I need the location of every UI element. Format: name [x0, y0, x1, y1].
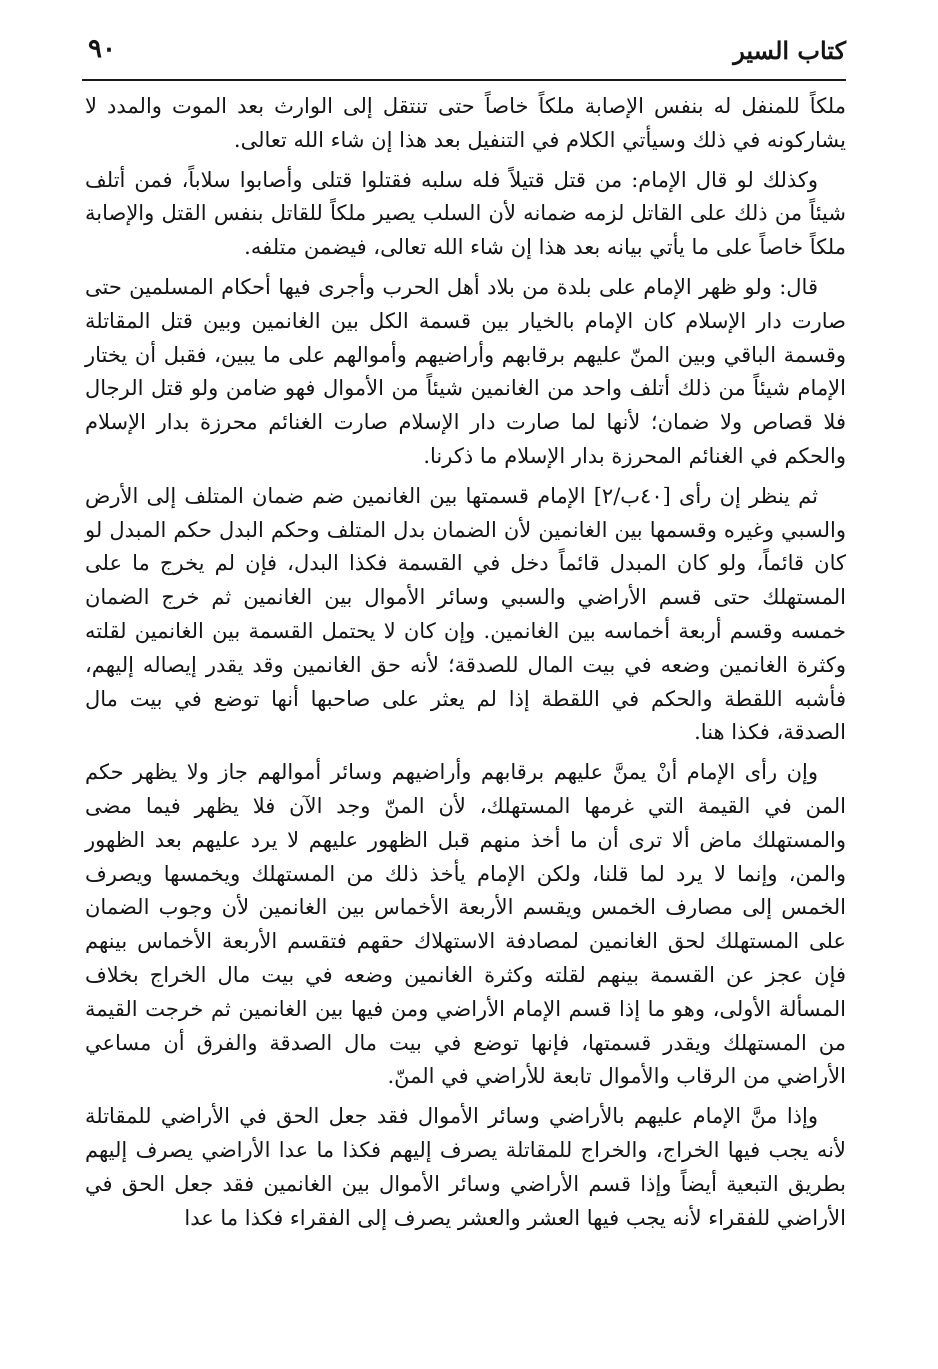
paragraph: ملكاً للمنفل له بنفس الإصابة ملكاً خاصاً حتى تنتقل إلى الوارث بعد الموت والمدد لا يشاركونه في ذلك وسيأتي الكلام في التنفيل بعد هذا إن شاء الله تعالى. [85, 94, 846, 152]
page-number: ٩٠ [88, 34, 116, 64]
body-text [85, 90, 846, 1241]
header-rule [82, 79, 846, 81]
running-title: كتاب السير [733, 36, 846, 65]
paragraph: ثم ينظر إن رأى [٤٠ب/٢] الإمام قسمتها بين الغانمين ضم ضمان المتلف إلى الأرض والسبي وغيره وقسمها بين الغانمين لأن الضمان بدل المتلف وحكم البدل حكم المبدل لو كان قائماً، ولو كان المبدل قائماً دخل في القسمة فكذا البدل، فإن لم يخرج ما على المستهلك حتى قسم الأراضي والسبي وسائر الأموال بين الغانمين ثم خرج الضمان خمسه وقسم أربعة أخماسه بين الغانمين. وإن كان لا يحتمل القسمة بين الغانمين لقلته وكثرة الغانمين وضعه في بيت المال للصدقة؛ لأنه حق الغانمين وقد يقدر إيصاله إليهم، فأشبه اللقطة والحكم في اللقطة إذا لم يعثر على صاحبها أنها توضع في بيت مال الصدقة، فكذا هنا. [85, 483, 846, 745]
paragraph: وكذلك لو قال الإمام: من قتل قتيلاً فله سلبه فقتلوا قتلى وأصابوا سلاباً، فمن أتلف شيئاً من ذلك على القاتل لزمه ضمانه لأن السلب يصير ملكاً للقاتل بنفس القتل والإصابة ملكاً خاصاً على ما يأتي بيانه بعد هذا إن شاء الله تعالى، فيضمن متلفه. [85, 167, 846, 260]
page-header [82, 30, 846, 70]
paragraph: قال: ولو ظهر الإمام على بلدة من بلاد أهل الحرب وأجرى فيها أحكام المسلمين حتى صارت دار الإسلام كان الإمام بالخيار بين قسمة الكل بين الغانمين وبين قتل المقاتلة وقسمة الباقي وبين المنّ عليهم برقابهم وأراضيهم وأموالهم على ما يبين، فقبل أن يختار الإمام شيئاً من ذلك أتلف واحد من الغانمين شيئاً من الأموال فهو ضامن ولو قتل الرجال فلا قصاص ولا ضمان؛ لأنها لما صارت دار الإسلام صارت الغنائم محرزة بدار الإسلام والحكم في الغنائم المحرزة بدار الإسلام ما ذكرنا. [85, 274, 846, 468]
paragraph: وإذا منَّ الإمام عليهم بالأراضي وسائر الأموال فقد جعل الحق في الأراضي للمقاتلة لأنه يجب فيها الخراج، والخراج للمقاتلة يصرف إليهم فكذا ما عدا الأراضي يصرف إليهم بطريق التبعية أيضاً وإذا قسم الأراضي وسائر الأموال بين الغانمين فقد جعل الحق في الأراضي للفقراء لأنه يجب فيها العشر والعشر يصرف إلى الفقراء فكذا ما عدا [85, 1104, 846, 1230]
paragraph: وإن رأى الإمام أنْ يمنَّ عليهم برقابهم وأراضيهم وسائر أموالهم جاز ولا يظهر حكم المن في القيمة التي غرمها المستهلك، لأن المنّ وجد الآن فلا يظهر فيما مضى والمستهلك ماض ألا ترى أن ما أخذ منهم قبل الظهور عليهم لا يرد عليهم بعد الظهور والمن، وإنما لا يرد لما قلنا، ولكن الإمام يأخذ ذلك من المستهلك ويخمسها ويصرف الخمس إلى مصارف الخمس ويقسم الأربعة الأخماس بين الغانمين لأن وجوب الضمان على المستهلك لحق الغانمين لمصادفة الاستهلاك حقهم فتقسم الأربعة الأخماس بينهم فإن عجز عن القسمة بينهم لقلته وكثرة الغانمين وضعه في بيت مال الخراج بخلاف المسألة الأولى، وهو ما إذا قسم الإمام الأراضي ومن فيها بين الغانمين ثم خرجت القيمة من المستهلك ويقدر قسمتها، فإنها توضع في بيت مال الصدقة والفرق أن مساعي الأراضي من الرقاب والأموال تابعة للأراضي في المنّ. [85, 760, 846, 1089]
